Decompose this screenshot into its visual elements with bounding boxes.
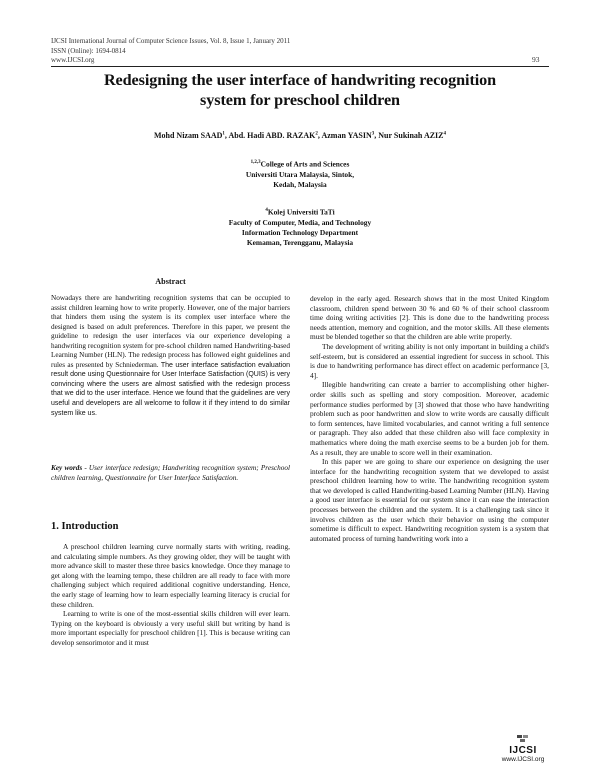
left-column (51, 542, 290, 648)
journal-issn: ISSN (Online): 1694-0814 (51, 46, 126, 55)
paragraph: A preschool children learning curve normally starts with writing, reading, and calculating simple numbers. As they growing older, they will be taught with more advance skill to master these three basics knowledge. Once they manage to get along with the learning tempo, these children are all ready to face with more challenging subject which required additional cognitive understanding. Hence, the early stage of learning how to learn especially learning literacy is crucial for these children. (51, 542, 290, 609)
keywords-label: Key words (51, 464, 83, 472)
logo-text: IJCSI (509, 745, 537, 756)
paper-title-line-1: Redesigning the user interface of handwriting recognition (103, 71, 497, 89)
paragraph: Learning to write is one of the most-essential skills children will ever learn. Typing on the keyboard is obviously a very useful skill but writing by hand is more important especially for preschool children [1]. This is because writing can develop sensorimotor and it must (51, 609, 290, 647)
abstract-text-sans: The user interface satisfaction evaluation result done using Questionnaire for User Interface Satisfaction (QUIS) is very convincing where the users are almost satisfied with the redesign process that we did to the user interface. Hence we found that the guidelines are very useful and developers are all welcome to follow it if they intend to do similar system like us. (51, 361, 290, 417)
author-list (40, 131, 560, 140)
right-column (310, 294, 549, 543)
author: Mohd Nizam SAAD$^1$, (153, 131, 229, 140)
abstract-body (51, 294, 290, 418)
paper-title (40, 70, 560, 110)
author: Azman YASIN$^3$, (321, 131, 379, 140)
paragraph: The development of writing ability is not only important in building a child's self-esteem, but is considered an essential ingredient for success in school. This is due to handwriting performance has direct effect on academic performance [3, 4]. (310, 341, 549, 380)
paper-title-line-2: system for preschool children (200, 91, 400, 109)
journal-name: IJCSI International Journal of Computer Science Issues, Vol. 8, Issue 1, January 2011 (51, 37, 291, 45)
logo-mark-icon (493, 735, 553, 745)
paragraph: Illegible handwriting can create a barrier to accomplishing other higher-order skills such as spelling and story composition. Moreover, academic performance studies performed by [3] showed that those who have handwriting problem such as poor handwritten and slow to write words are causally difficult to form sentences, have limited vocabularies, and cannot writing a full sentence or paragraph. They also added that these children also will face complexity in mathematics where doing the math exercise seems to be a burden job for them. As a result, they are unable to score well in their examination. (310, 380, 549, 457)
keywords (51, 464, 290, 483)
journal-website: www.IJCSI.org (51, 56, 95, 64)
page-number: 93 (532, 55, 540, 64)
paragraph: develop in the early aged. Research shows that in the most United Kingdom classroom, children spend between 30 % and 60 % of their school classroom time doing writing activities [2]. This is done due to the handwriting process needs attention, memory and cognition, and the motor skills. All these elements must be blended together so that the children are able write properly. (310, 294, 549, 342)
affiliation-1: $^{1,2,3}$College of Arts and Sciences Universiti Utara Malaysia, Sintok, Kedah, Malaysia (245, 159, 355, 189)
author: Nur Sukinah AZIZ$^4$ (378, 131, 447, 140)
author: Abd. Hadi ABD. RAZAK$^2$, (228, 131, 322, 140)
affiliation-2: $^4$Kolej Universiti TaTi Faculty of Computer, Media, and Technology Information Technology Department Kemaman, Terengganu, Malaysia (228, 207, 372, 248)
abstract-text: Nowadays there are handwriting recognition systems that can be occupied to assist children learning how to write properly. However, one of the major barriers that hinders them using the system is its complex user interface where the designed is based on adult preferences. Therefore in this paper, we present the guideline to redesign the user interfaces via our experience developing a handwriting recognition system for pre-school children named Handwriting-based Learning Number (HLN). The redesign process has followed eight guidelines and rules as presented by Schniederman. (51, 294, 290, 369)
abstract-heading: Abstract (155, 277, 186, 286)
paragraph: In this paper we are going to share our experience on designing the user interface for the handwriting recognition system that we developed to assist preschool children learning how to write. The handwriting recognition system that we developed is called Handwriting-based Learning Number (HLN). Having a good user interface is essential for our system since it can ease the interaction processes between the children and the system. It is a challenging task since it involves children as the user which their behavior on using the computer sometime is difficult to expect. Handwriting recognition system is a system that automated process of turning handwriting work into a (310, 457, 550, 543)
journal-logo (493, 735, 553, 764)
logo-url: www.IJCSI.org (501, 756, 545, 763)
journal-header (51, 37, 290, 66)
keywords-text: - User interface redesign; Handwriting recognition system; Preschool children learning, Questionnaire for User Interface Satisfaction. (51, 464, 290, 482)
header-rule (51, 66, 549, 67)
section-heading: 1. Introduction (51, 521, 119, 532)
